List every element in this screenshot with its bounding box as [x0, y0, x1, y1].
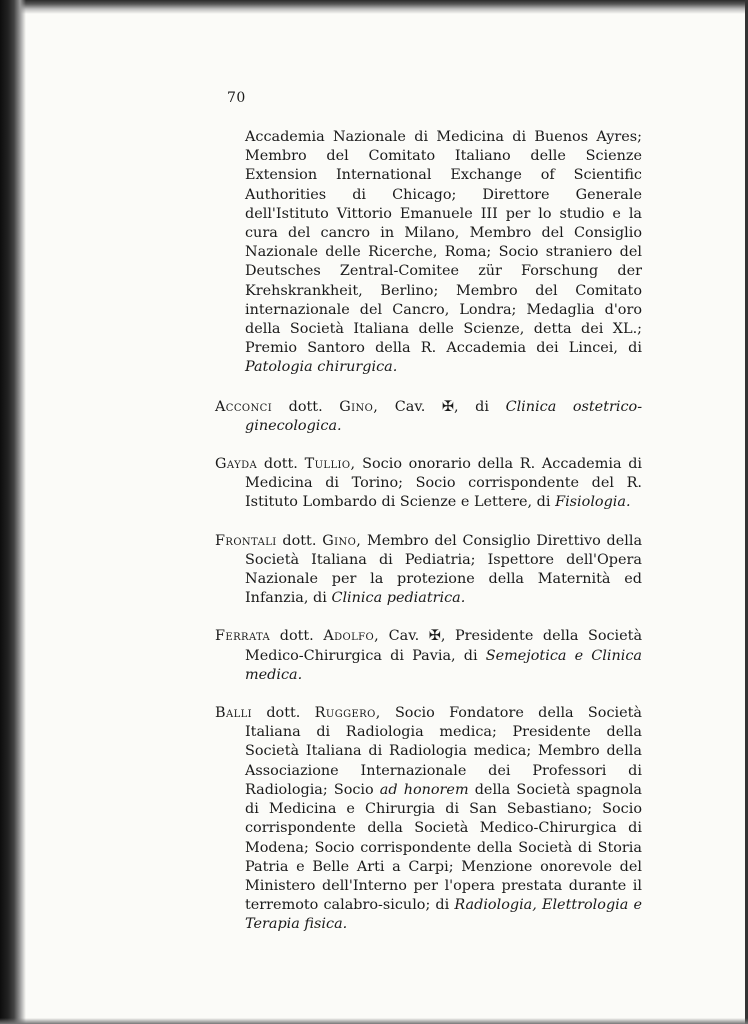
entry-text: Accademia Nazionale di Medicina di Buenos Ayres; Membro del Comitato Italiano delle Scienze Extension International Exchange of Scientific Authorities di Chicago; Direttore Generale dell'Istituto Vittorio Emanuele III per lo studio e la cura del cancro in Milano, Membro del Consiglio Nazionale delle Ricerche, Roma; Socio straniero del Deutsches Zentral-Comitee zür Forschung der Krehskrankheit, Berlino; Membro del Comitato internazionale del Cancro, Londra; Medaglia d'oro della Società Italiana delle Scienze, detta dei XL.; Premio Santoro della R. Accademia dei Lincei, di [245, 129, 642, 357]
continued-entry [215, 128, 642, 378]
scan-edge-top [0, 0, 748, 14]
entry-given-name: Gino, [339, 398, 379, 415]
entry-frontali [215, 532, 642, 609]
entry-latin-phrase: ad honorem [379, 781, 469, 798]
entry-subject: Clinica ostetrico-ginecologica. [245, 398, 643, 434]
entry-text: Membro del Consiglio Direttivo della Società Italiana di Pediatria; Ispettore dell'Opera Nazionale per la protezione della Maternità ed Infanzia, di [245, 532, 643, 607]
faculty-list [215, 128, 642, 954]
entry-surname: Gayda [215, 456, 258, 473]
entry-surname: Balli [215, 705, 253, 722]
entry-subject: Patologia chirurgica. [245, 359, 398, 376]
entry-text: di [475, 398, 489, 415]
entry-given-name: Ruggero, [314, 705, 381, 722]
entry-subject: Semejotica e Clinica medica. [245, 647, 642, 683]
entry-text: della Società spagnola di Medicina e Chirurgia di San Sebastiano; Socio corrispondente della Società Medico-Chirurgica di Modena; Socio corrispondente della Società di Storia Patria e Belle Arti a Carpi; Menzione onorevole del Ministero dell'Interno per l'opera prestata durante il terremoto calabro-siculo; di [245, 781, 643, 914]
entry-given-name: Adolfo, [323, 628, 380, 645]
entry-title: dott. [282, 532, 317, 549]
entry-given-name: Gino, [322, 532, 362, 549]
entry-title: dott. [288, 398, 323, 415]
entry-gayda [215, 455, 642, 513]
entry-given-name: Tullio, [304, 456, 356, 473]
entry-text: Socio onorario della R. Accademia di Medicina di Torino; Socio corrispondente del R. Istituto Lombardo di Scienze e Lettere, di [245, 456, 643, 511]
entry-surname: Ferrata [215, 628, 271, 645]
entry-honor: Cav. ✠, [388, 628, 446, 645]
entry-subject: Clinica pediatrica. [331, 590, 466, 607]
entry-surname: Frontali [215, 532, 277, 549]
entry-honor: Cav. ✠, [394, 398, 459, 415]
entry-text: Socio Fondatore della Società Italiana di Radiologia medica; Presidente della Società Italiana di Radiologia medica; Membro della Associazione Internazionale dei Professori di Radiologia; Socio [245, 705, 642, 798]
scan-edge-bottom [0, 1018, 748, 1024]
entry-surname: Acconci [215, 398, 273, 415]
scan-edge-binding [0, 0, 26, 1024]
entry-balli [215, 704, 642, 934]
entry-acconci [215, 398, 642, 436]
entry-ferrata [215, 627, 642, 685]
entry-subject: Fisiologia. [555, 494, 631, 511]
entry-title: dott. [279, 628, 314, 645]
entry-title: dott. [266, 705, 301, 722]
page-number: 70 [227, 90, 246, 106]
entry-text: Presidente della Società Medico-Chirurgica di Pavia, di [245, 628, 643, 664]
entry-subject: Radiologia, Elettrologia e Terapia fisica. [245, 897, 642, 933]
entry-title: dott. [263, 456, 298, 473]
